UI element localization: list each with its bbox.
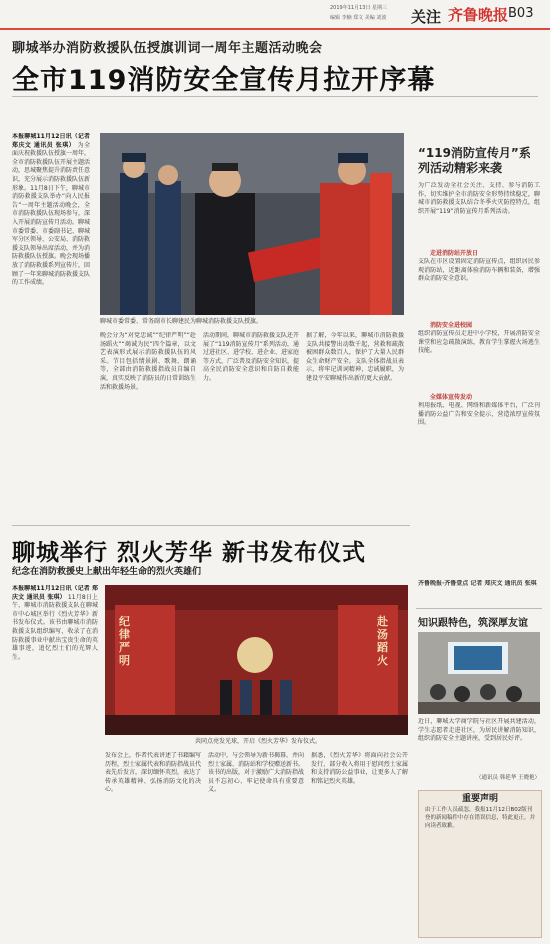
classroom-photo-image [418,632,540,714]
article2-text: 活动中，与会领导为新书揭幕，并向烈士家属、消防站和学校赠送新书。该书的出版，对于激励广大消防指战员不忘初心、牢记使命具有重要意义。 [208,752,304,794]
article2-column [208,752,304,934]
sidebar-text: 支队在市区设置固定消防宣传点，组织居民参观消防站，近距离体验消防车辆和装备，增强群众消防安全意识。 [418,258,540,283]
article2-byline: 本报聊城11月12日讯（记者 郑庆文 通讯员 张琪） [12,585,98,601]
launch-photo [105,585,408,735]
section-name: 关注 [411,8,442,26]
article1-text: 为全面庆祝救援队伍授旗一周年，全市消防救援队伍开展主题活动，思城聚焦提升消防责任意识，充分展示消防救援队伍新形象。11月8日下午，聊城市消防救援支队举办“向人民报告”一周年主题活动晚会，全市消防救援队伍现场参与，深入开展消防宣传月活动。聊城市委常委、市委副书记、聊城军分区领导、公安局、消防救援支队领导出席活动，并为消防救援队伍授旗。晚会现场播放了消防救援系列宣传片，回顾了一年来聊城消防救援支队的工作成绩。 [12,141,90,287]
notice-text: 由于工作人员疏忽，我报11月12日B02版刊登的新闻稿件中存在错误信息，特此更正，并向读者致歉。 [425,807,536,829]
award-photo-image [100,133,404,315]
photo-caption: 共同点亮发光球，开启《烈火芳华》发布仪式。 [195,738,322,745]
page-number: B03 [508,6,534,21]
photo-caption: 聊城市委常委、常务副市长聊建民为聊城消防救援支队授旗。 [100,318,263,325]
divider [12,525,410,526]
sidebar-text: 组织消防宣传员走进中小学校，开展消防安全课堂和应急疏散演练，教育学生掌握火场逃生技能。 [418,330,540,355]
banner-right-text: 赴汤蹈火 [377,615,388,667]
article2-subheadline: 纪念在消防救援史上献出年轻生命的烈火英雄们 [12,567,202,577]
issue-date: 2019年11月13日 星期三 [330,5,388,11]
divider [416,608,542,609]
editor-credits: 编辑 李楠 郑文 美编 刘波 [330,15,387,21]
article1-headline: 全市119消防安全宣传月拉开序幕 [12,65,436,96]
notice-box [418,790,542,938]
sidebar-title: “119消防宣传月”系列活动精彩来袭 [418,146,531,175]
newspaper-logo: 齐鲁晚报 [448,6,509,24]
article2-column [105,752,201,934]
article1-column [12,133,90,465]
article1-byline: 本报聊城11月12日讯（记者 郑庆文 通讯员 张琪） [12,133,90,149]
sidebar-intro: 为广泛发动全社会关注、支持、参与消防工作，切实维护全市消防安全形势持续稳定，聊城市消防救援支队结合冬季火灾防控特点，组织开展“119”消防宣传月系列活动。 [418,182,540,215]
article2-text: 11月8日上午，聊城市消防救援支队在聊城市中心城区举行《烈火芳华》新书发布仪式。该书由聊城市消防救援支队组织编写，收录了在消防救援事业中献出宝贵生命的英雄事迹，追忆烈士们的光辉人生。 [12,593,98,661]
sidebar-subhead: 消防安全进校园 [430,322,473,329]
banner-left-text: 纪律严明 [119,615,130,667]
article1-column [100,332,196,512]
article2-text: 据悉，《烈火芳华》将面向社会公开发行，部分收入将用于慰问烈士家属和支持消防公益事业，让更多人了解和铭记烈火英雄。 [311,752,408,785]
sidebar-photo-credit: （通讯员 韩延华 王晓艳） [476,775,540,781]
page-header [0,0,550,30]
article2-column [12,585,98,934]
article1-text: 据了解，今年以来，聊城市消防救援支队共接警出动数千起，营救和疏散被困群众数百人，保护了大量人民群众生命财产安全。支队全体指战员表示，将牢记训词精神，忠诚履职，为建设平安聊城作出新的更大贡献。 [306,332,404,382]
article1-column [306,332,404,512]
sidebar-credit: 齐鲁晚报·齐鲁壹点 记者 郑庆文 通讯员 张琪 [418,580,537,587]
sidebar-photo-text: 近日，聊城大学商学院与社区开展共建活动，学生志愿者走进社区，为居民讲解消防知识，组织消防安全主题讲座，受到居民好评。 [418,718,540,743]
launch-photo-image [105,585,408,735]
article2-headline: 聊城举行 烈火芳华 新书发布仪式 [12,540,367,566]
sidebar-photo-title: 知识跟特色，筑深厚友谊 [418,618,528,629]
sidebar-subhead: 全媒体宣传发动 [430,394,473,401]
sidebar-subhead: 走进消防站开放日 [430,250,479,257]
article1-column [203,332,299,512]
divider [12,96,538,97]
article1-subheadline: 聊城举办消防救援队伍授旗训词一周年主题活动晚会 [12,41,323,56]
award-photo [100,133,404,315]
classroom-photo [418,632,540,714]
article1-text: 活动期间，聊城市消防救援支队还开展了“119消防宣传月”系列活动，通过进社区、进学校、进企业、进家庭等方式，广泛普及消防安全知识，提高全民消防安全意识和自防自救能力。 [203,332,299,382]
article2-text: 发布会上，作者代表讲述了书籍编写历程，烈士家属代表和消防指战员代表先后发言，深切缅怀英烈，表达了传承英雄精神、弘扬消防文化的决心。 [105,752,201,794]
sidebar-text: 利用报纸、电视、网络和新媒体平台，广泛刊播消防公益广告和安全提示，营造浓厚宣传氛围。 [418,402,540,427]
notice-title: 重要声明 [461,794,498,804]
article2-column [311,752,408,934]
article1-text: 晚会分为“对党忠诚”“纪律严明”“赴汤蹈火”“竭诚为民”四个篇章，以文艺表演形式展示消防救援队伍的风采。节目包括情景剧、歌舞、朗诵等，全部由消防救援指战员自编自演，真实反映了消防员的日常训练生活和救援场景。 [100,332,196,391]
